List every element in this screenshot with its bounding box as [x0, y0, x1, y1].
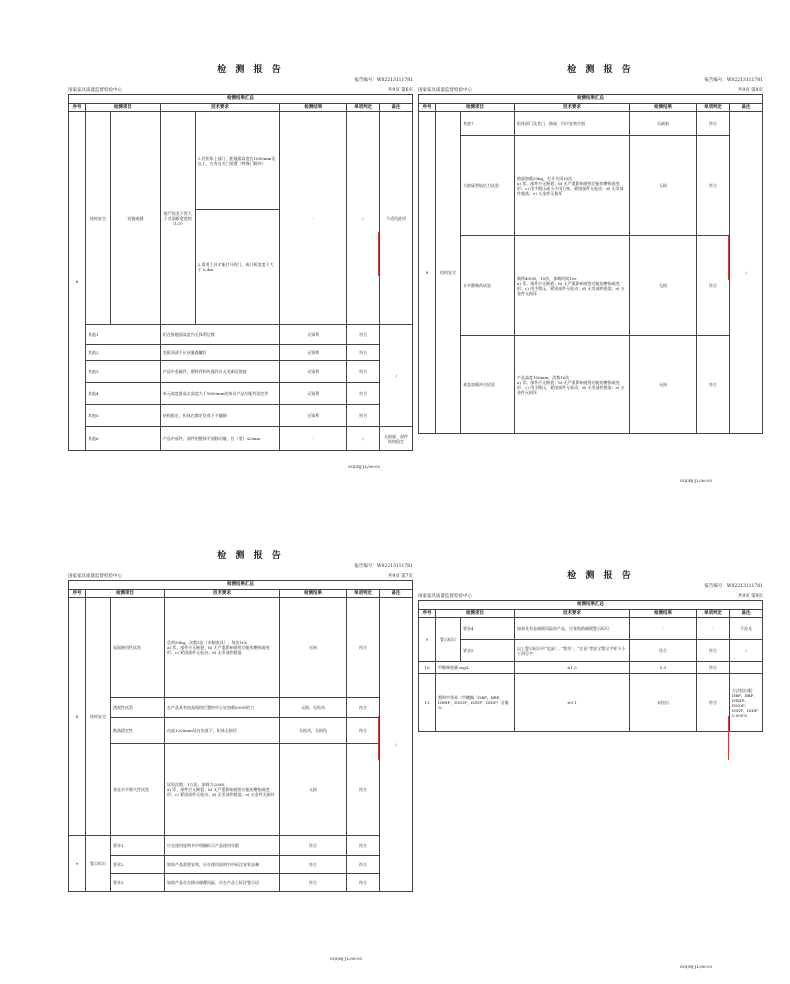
report-page-3: 检 测 报 告 报告编号：W02213111781 国家家具质量监督检验中心 共9页 第7页 检测结果汇总 序号 检测项目 技术要求 检测结果 单项判定 备注 8 结构安全 桌面耐用性试验 负荷50kg，次数3次（木制家具），每次10s a) 零、部件应无断裂；b) 无严重影响使用功能的磨损或变形；c) 紧固部件无松动；d) 无零部件脱落 无损 符合 / 透视性试验 在产品具有较高视线位置的中心处加载500N的力 无损，无松动 符合 跌落稳定性 由高1200mm处自由落下，柜体无损坏 无松动，无损伤 符合 垂直水平耐久性试验 试验次数：1万次，加载力200N a) 零、部件应无断裂；b) 无严重影响使用功能的磨损或变形；c) 紧固部件无松动；d) 无零部件脱落；e) 五金件无损坏 无损 符合 9 警示标识 要求1 应在使用说明书中明确标示产品使用年限 符合 符合 要求2 如果产品需要安装，应在使用说明书中标注安装步骤 符合 符合 要求3 如果产品存在移动倾覆风险，应在产品上标注警示语 符合 符合 — [68, 548, 413, 892]
results-table: 检测结果汇总 序号 检测项目 技术要求 检测结果 单项判定 备注 8 结构安全 其他7 柜体部门及其门、抽屉，均应安装牢固 无缺陷 符合 / 大抽屉滑轨抗力试验 抽屉加载20kg，打开关闭10次 a) 零、部件应无断裂；b) 无严重影响使用功能的磨损或变形；c) 用手揿压或小小用力按，紧固部件无松动；d) 无零部件脱落；e) 五金件无损坏 无损 符合 水平静载荷试验 载荷400N，10次，加载时间10s a) 零、部件应无断裂；b) 无严重影响使用功能的磨损或变形；c) 用手揿压，紧固部件无松动；d) 无零部件脱落；e) 五金件无损坏 无损 符合 垂直加载冲击试验 产品高度100mm，次数10次 a) 零、部件应无断裂；b) 无严重影响使用功能的磨损或变形；c) 用手揿压，紧固部件无松动；d) 无零部件脱落；e) 五金件无损坏 无损 符合 — [418, 94, 763, 434]
results-table: 检测结果汇总 序号 检测项目 技术要求 检测结果 单项判定 备注 8 结构安全 铰链或缝 推严误差不得大于其面板宽度的（1/3） 1.若柜体上部门，距地面高度在1600mm及以上，应有自关门装置（特殊门除外） 2.需用工具才能打开的门，或门板宽度不大于 0.4m - / 不适用此项 其他1 柜在接地面高度内无锋利边缘 无锋利 符合 / 其他2 竖板顶部不应该暴露螺钉 无锋利 符合 其他3 产品中金属件、塑料件和外露件应无毛刺及锐棱 无锋利 符合 其他4 单元高度最高点高度大于1600mm的家具产品应配有固定件 无锋利 符合 其他5 结构稳定，柜体在额定负荷下不翻倒 无锋利 符合 其他6 产品中部件、部件的整体平面移动量，长（宽）≤3mm - / 无抽屉，部件结构稳定 — [68, 94, 413, 451]
seal-fragment — [378, 232, 387, 276]
page-number: 共9页 第6页 — [387, 88, 413, 93]
results-table: 检测结果汇总 序号 检测项目 技术要求 检测结果 单项判定 备注 8 结构安全 桌面耐用性试验 负荷50kg，次数3次（木制家具），每次10s a) 零、部件应无断裂；b) 无严重影响使用功能的磨损或变形；c) 紧固部件无松动；d) 无零部件脱落 无损 符合 / 透视性试验 在产品具有较高视线位置的中心处加载500N的力 无损，无松动 符合 跌落稳定性 由高1200mm处自由落下，柜体无损坏 无松动，无损伤 符合 垂直水平耐久性试验 试验次数：1万次，加载力200N a) 零、部件应无断裂；b) 无严重影响使用功能的磨损或变形；c) 紧固部件无松动；d) 无零部件脱落；e) 五金件无损坏 无损 符合 9 警示标识 要求1 应在使用说明书中明确标示产品使用年限 符合 符合 要求2 如果产品需要安装，应在使用说明书中标注安装步骤 符合 符合 要求3 如果产品存在移动倾覆风险，应在产品上标注警示语 符合 符合 — [68, 580, 413, 892]
report-page-4: 检 测 报 告 报告编号：W02213111781 国家家具质量监督检验中心 共9页 第9页 检测结果汇总 序号 检测项目 技术要求 检测结果 单项判定 备注 9 警示标识 要求4 如果具有易倾倒风险的产品，应张贴防倾倒警示标识 - - 不涉及 要求5 以上警示标识中“危险”、“警告”、“注意”等安全警示字样不小于四号字 符合 符合 / 10 甲醛释放量 mg/L ≤1.5 0.3 符合 11 塑料中邻苯二甲酸酯（DBP、BBP、DEHP、DNOP、DINP、DIDP）含量 % ≤0.1 未检出 符合 方法检出限：DBP、BBP、DEHP、DNOP、DINP、DIDP 0.005% — [418, 568, 763, 732]
report-page-1 — [68, 62, 413, 451]
org-name: 国家家具质量监督检验中心 — [68, 88, 122, 93]
form-code: SQI/RJ-JL/06-03 — [348, 464, 381, 469]
seal-fragment — [378, 716, 387, 760]
seal-fragment — [728, 236, 737, 280]
table-row: 结构安全 铰链或缝 — [85, 112, 160, 325]
report-number: 报告编号：W02213111781 — [354, 78, 413, 83]
report-page-2: 检 测 报 告 报告编号：W02213111781 国家家具质量监督检验中心 共9页 第8页 检测结果汇总 序号 检测项目 技术要求 检测结果 单项判定 备注 8 结构安全 其他7 柜体部门及其门、抽屉，均应安装牢固 无缺陷 符合 / 大抽屉滑轨抗力试验 抽屉加载20kg，打开关闭10次 a) 零、部件应无断裂；b) 无严重影响使用功能的磨损或变形；c) 用手揿压或小小用力按，紧固部件无松动；d) 无零部件脱落；e) 五金件无损坏 无损 符合 水平静载荷试验 载荷400N，10次，加载时间10s a) 零、部件应无断裂；b) 无严重影响使用功能的磨损或变形；c) 用手揿压，紧固部件无松动；d) 无零部件脱落；e) 五金件无损坏 无损 符合 垂直加载冲击试验 产品高度100mm，次数10次 a) 零、部件应无断裂；b) 无严重影响使用功能的磨损或变形；c) 用手揿压，紧固部件无松动；d) 无零部件脱落；e) 五金件无损坏 无损 符合 — [418, 62, 763, 434]
page-title: 检 测 报 告 — [217, 65, 284, 75]
results-table: 检测结果汇总 序号 检测项目 技术要求 检测结果 单项判定 备注 9 警示标识 要求4 如果具有易倾倒风险的产品，应张贴防倾倒警示标识 - - 不涉及 要求5 以上警示标识中“危险”、“警告”、“注意”等安全警示字样不小于四号字 符合 符合 / 10 甲醛释放量 mg/L ≤1.5 0.3 符合 11 塑料中邻苯二甲酸酯（DBP、BBP、DEHP、DNOP、DINP、DIDP）含量 % ≤0.1 未检出 符合 方法检出限：DBP、BBP、DEHP、DNOP、DINP、DIDP 0.005% — [418, 600, 763, 732]
seal-fragment — [728, 716, 737, 760]
table-caption: 检测结果汇总 — [69, 95, 413, 104]
